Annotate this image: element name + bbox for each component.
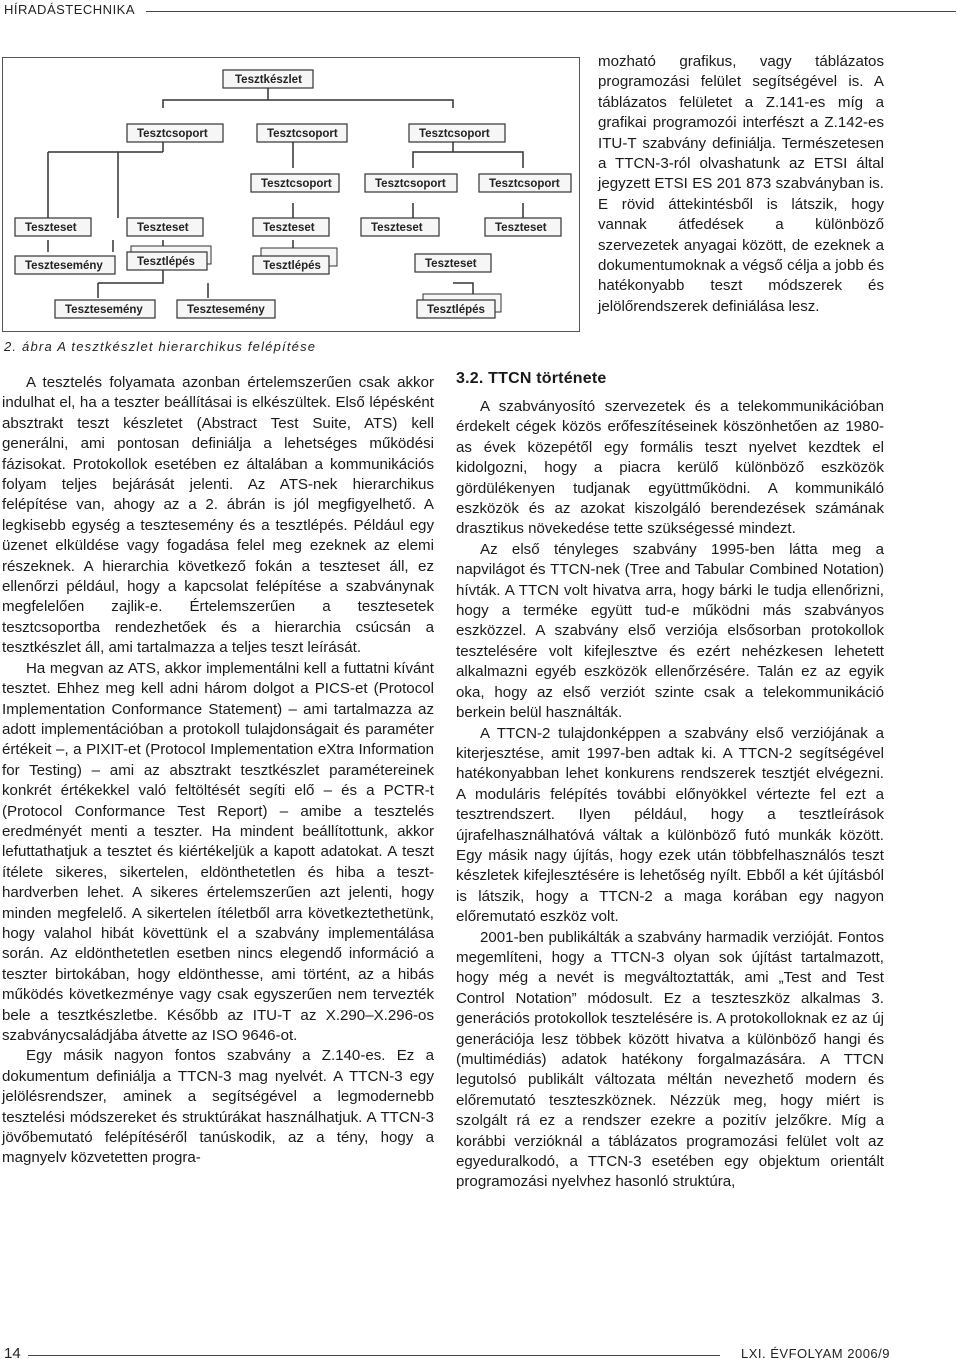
node-case-3 bbox=[253, 218, 329, 236]
right-column bbox=[456, 397, 884, 1193]
left-column bbox=[2, 373, 434, 1169]
svg-text:Tesztcsoport: Tesztcsoport bbox=[419, 128, 490, 140]
svg-text:Teszteset: Teszteset bbox=[25, 222, 77, 234]
node-label: Tesztkészlet bbox=[235, 74, 302, 86]
svg-text:Tesztcsoport: Tesztcsoport bbox=[375, 178, 446, 190]
svg-text:Teszteset: Teszteset bbox=[137, 222, 189, 234]
node-group-left bbox=[127, 124, 223, 142]
paragraph: A tesztelés folyamata azonban értelemszerűen csak akkor indulhat el, ha a teszter beállításai is elkészültek. Első lépésként absztrakt teszt készletet (Abstract Test Suite, ATS) kell generálni, ami pontosan definiálja a lehetséges működési fázisokat. Protokollok esetében ez általában a kommunikációs folyam teljes bejárását jelenti. Az ATS-nek hierarchikus felépítése van, ahogy az a 2. ábrán is jól megfigyelhető. A legkisebb egység a tesztesemény és a tesztlépés. Például egy üzenet elküldése vagy fogadása felel meg ezeknek az elemi részeknek. A hierarchia következő fokán a teszteset áll, ez ellenőrzi például, hogy a kapcsolat felépítése a szabványnak megfelelően zajlik-e. Értelemszerűen a tesztesetek tesztcsoportba rendezhetőek és a hierarchia csúcsán a tesztkészlet áll, ami tartalmazza a teljes teszt leírását. bbox=[2, 374, 434, 657]
svg-text:Teszteset: Teszteset bbox=[425, 258, 477, 270]
paragraph: A TTCN-2 tulajdonképpen a szabvány első verziójának a kiterjesztése, amit 1997-ben adtak ki. A TTCN-2 segítségével hatékonyabban lehet konkurens rendszerek tesztjét elvégezni. A moduláris felépítés további előnyökkel vértezte fel ezt a tesztrendszert. Ilyen például, hogy a tesztleírások újrafelhasználhatóvá váltak a különböző futó munkák között. Egy másik nagy újítás, hogy ezek után többfelhasználós teszt készletek kifejlesztésére is lehetőség nyílt. Ebből a két újításból is látszik, hogy a TTCN-2 a maga korában egy nagyon előremutató eszköz volt. bbox=[456, 724, 884, 926]
hierarchy-diagram bbox=[3, 58, 581, 333]
node-step-1 bbox=[127, 246, 211, 270]
node-group-mid bbox=[257, 124, 347, 142]
node-group-right bbox=[409, 124, 505, 142]
footer-divider bbox=[28, 1355, 720, 1356]
node-case-5 bbox=[485, 218, 561, 236]
section-heading: 3.2. TTCN története bbox=[456, 370, 607, 387]
svg-text:Teszteset: Teszteset bbox=[371, 222, 423, 234]
svg-text:Tesztlépés: Tesztlépés bbox=[137, 256, 195, 268]
paragraph: mozható grafikus, vagy táblázatos programozási felület segítségével is. A táblázatos felületet a Z.141-es míg a grafikai programozói interfészt a Z.142-es ITU-T szabvány definiálja. Természetesen a TTCN-3-ról olvashatunk az ETSI által jegyzett ETSI ES 201 873 szabványban is. E rövid áttekintésből is látszik, hogy vannak átfedések a különböző szervezetek anyagai között, de ezeknek a dokumentumoknak a végső célja a jobb és hatékonyabb teszt módszerek és jelölőrendszerek definiálása lesz. bbox=[598, 53, 884, 315]
svg-text:Tesztcsoport: Tesztcsoport bbox=[137, 128, 208, 140]
header-divider bbox=[146, 11, 956, 12]
node-event-2 bbox=[55, 300, 155, 318]
figure-hierarchy bbox=[2, 57, 580, 332]
paragraph: 2001-ben publikálták a szabvány harmadik verzióját. Fontos megemlíteni, hogy a TTCN-3 olyan sok újítást tartalmazott, hogy még a nevét is megváltoztatták, ami „Test and Test Control Notation” módosult. Ez a teszteszköz alkalmas 3. generációs protokollok tesztelésére is. A protokolloknak ez az új generációja lesz többek között hivatva a különböző hangi és (multimédiás) adatok hatékony forgalmazására. A TTCN legutolsó publikált változata méltán nevezhető modern és előremutató teszteszköznek. Nézzük meg, hogy miért is szolgált rá ez a rendszer ezekre a pozitív jelzőkre. Míg a korábbi verzióknál a táblázatos programozási felület volt az egyeduralkodó, a TTCN-3 esetében egy objektum orientált programozási nyelvhez hasonló struktúra, bbox=[456, 928, 884, 1191]
page-number: 14 bbox=[4, 1345, 21, 1362]
paragraph: Az első tényleges szabvány 1995-ben látta meg a napvilágot és TTCN-nek (Tree and Tabular Combined Notation) hívták. A TTCN volt hivatva arra, hogy bárki le tudja ellenőrizni, hogy a terméke együtt tud-e működni más szabványos eszközzel. A szabvány első verziója elsősorban protokollok tesztelésére volt kifejlesztve és ezért nehézkesen lehetett alkalmazni egyéb eszközök ellenőrzésére. Talán ez az egyik oka, hogy az első verziót szinte csak a telekommunikáció berkein belül használták. bbox=[456, 540, 884, 722]
node-case-2 bbox=[127, 218, 203, 236]
svg-text:Tesztesemény: Tesztesemény bbox=[187, 304, 265, 316]
svg-text:Tesztesemény: Tesztesemény bbox=[65, 304, 143, 316]
right-top-text bbox=[598, 52, 884, 317]
paragraph: A szabványosító szervezetek és a telekommunikációban érdekelt cégek közös erőfeszítéseinek köszönhetően az 1980-as évek közepétől egy formális teszt nyelvet kezdtek el kidolgozni, hogy a piacra kerülő különböző eszközök gördülékenyen tudjanak együttműködni. A kommunikáló eszközök és az azokat kiszolgáló berendezések számának drasztikus növekedése tette szükségessé mindezt. bbox=[456, 398, 884, 538]
svg-text:Tesztlépés: Tesztlépés bbox=[263, 260, 321, 272]
figure-caption: 2. ábra A tesztkészlet hierarchikus felépítése bbox=[4, 339, 317, 354]
journal-title: HÍRADÁSTECHNIKA bbox=[4, 2, 136, 17]
node-subgroup-b bbox=[365, 174, 457, 192]
node-subgroup-c bbox=[479, 174, 571, 192]
node-event-1 bbox=[15, 256, 115, 274]
node-case-6 bbox=[415, 254, 491, 272]
svg-text:Tesztlépés: Tesztlépés bbox=[427, 304, 485, 316]
node-subgroup-a bbox=[251, 174, 339, 192]
svg-text:Teszteset: Teszteset bbox=[495, 222, 547, 234]
svg-text:Tesztesemény: Tesztesemény bbox=[25, 260, 103, 272]
node-case-1 bbox=[15, 218, 91, 236]
svg-text:Tesztcsoport: Tesztcsoport bbox=[267, 128, 338, 140]
node-event-3 bbox=[177, 300, 275, 318]
svg-text:Teszteset: Teszteset bbox=[263, 222, 315, 234]
node-step-2 bbox=[253, 248, 337, 274]
paragraph: Ha megvan az ATS, akkor implementálni kell a futtatni kívánt tesztet. Ehhez meg kell adni három dolgot a PICS-et (Protocol Implementation Conformance Statement) – ami tartalmazza az adott implementációban a protokoll tulajdonságait és paraméter értékeit –, a PIXIT-et (Protocol Implementation eXtra Information for Testing) – ami az absztrakt tesztkészlet paramétereinek konkrét értékekkel való feltöltését segíti elő – és a PCTR-t (Protocol Conformance Test Report) – amibe a tesztelés eredményét menti a teszter. Ha mindent beállítottunk, akkor lefuttathatjuk a tesztet és kiértékeljük a kapott adatokat. A teszt ítélete sikeres, sikertelen, eldönthetetlen és hiba a teszt-hardverben lehet. A sikeres értelemszerűen azt jelenti, hogy minden megfelelő. A sikertelen ítéletből arra következtethetünk, hogy valahol hibát követtünk el a szabvány implementálása során. Az eldönthetetlen esetben nincs elegendő információ a teszter birtokában, hogy eldönthesse, ami történt, az a hibás működés következménye vagy csak egyszerűen nem tervezték bele a tesztkészletbe. Később az ITU-T az X.290–X.296-os szabványcsaládjába átvette az ISO 9646-ot. bbox=[2, 659, 434, 1044]
node-root bbox=[223, 70, 313, 88]
paragraph: Egy másik nagyon fontos szabvány a Z.140-es. Ez a dokumentum definiálja a TTCN-3 mag nyelvét. A TTCN-3 egy jelölésrendszer, aminek a segítségével a legmodernebb tesztelési módszereket és struktúrákat használhatjuk. A TTCN-3 jövőbemutató felépítéséről tanúskodik, az a tény, hogy a magnyelv közvetetten progra- bbox=[2, 1047, 434, 1167]
node-case-4 bbox=[361, 218, 439, 236]
svg-text:Tesztcsoport: Tesztcsoport bbox=[261, 178, 332, 190]
volume-label: LXI. ÉVFOLYAM 2006/9 bbox=[741, 1346, 890, 1361]
svg-text:Tesztcsoport: Tesztcsoport bbox=[489, 178, 560, 190]
node-step-3 bbox=[417, 294, 501, 318]
